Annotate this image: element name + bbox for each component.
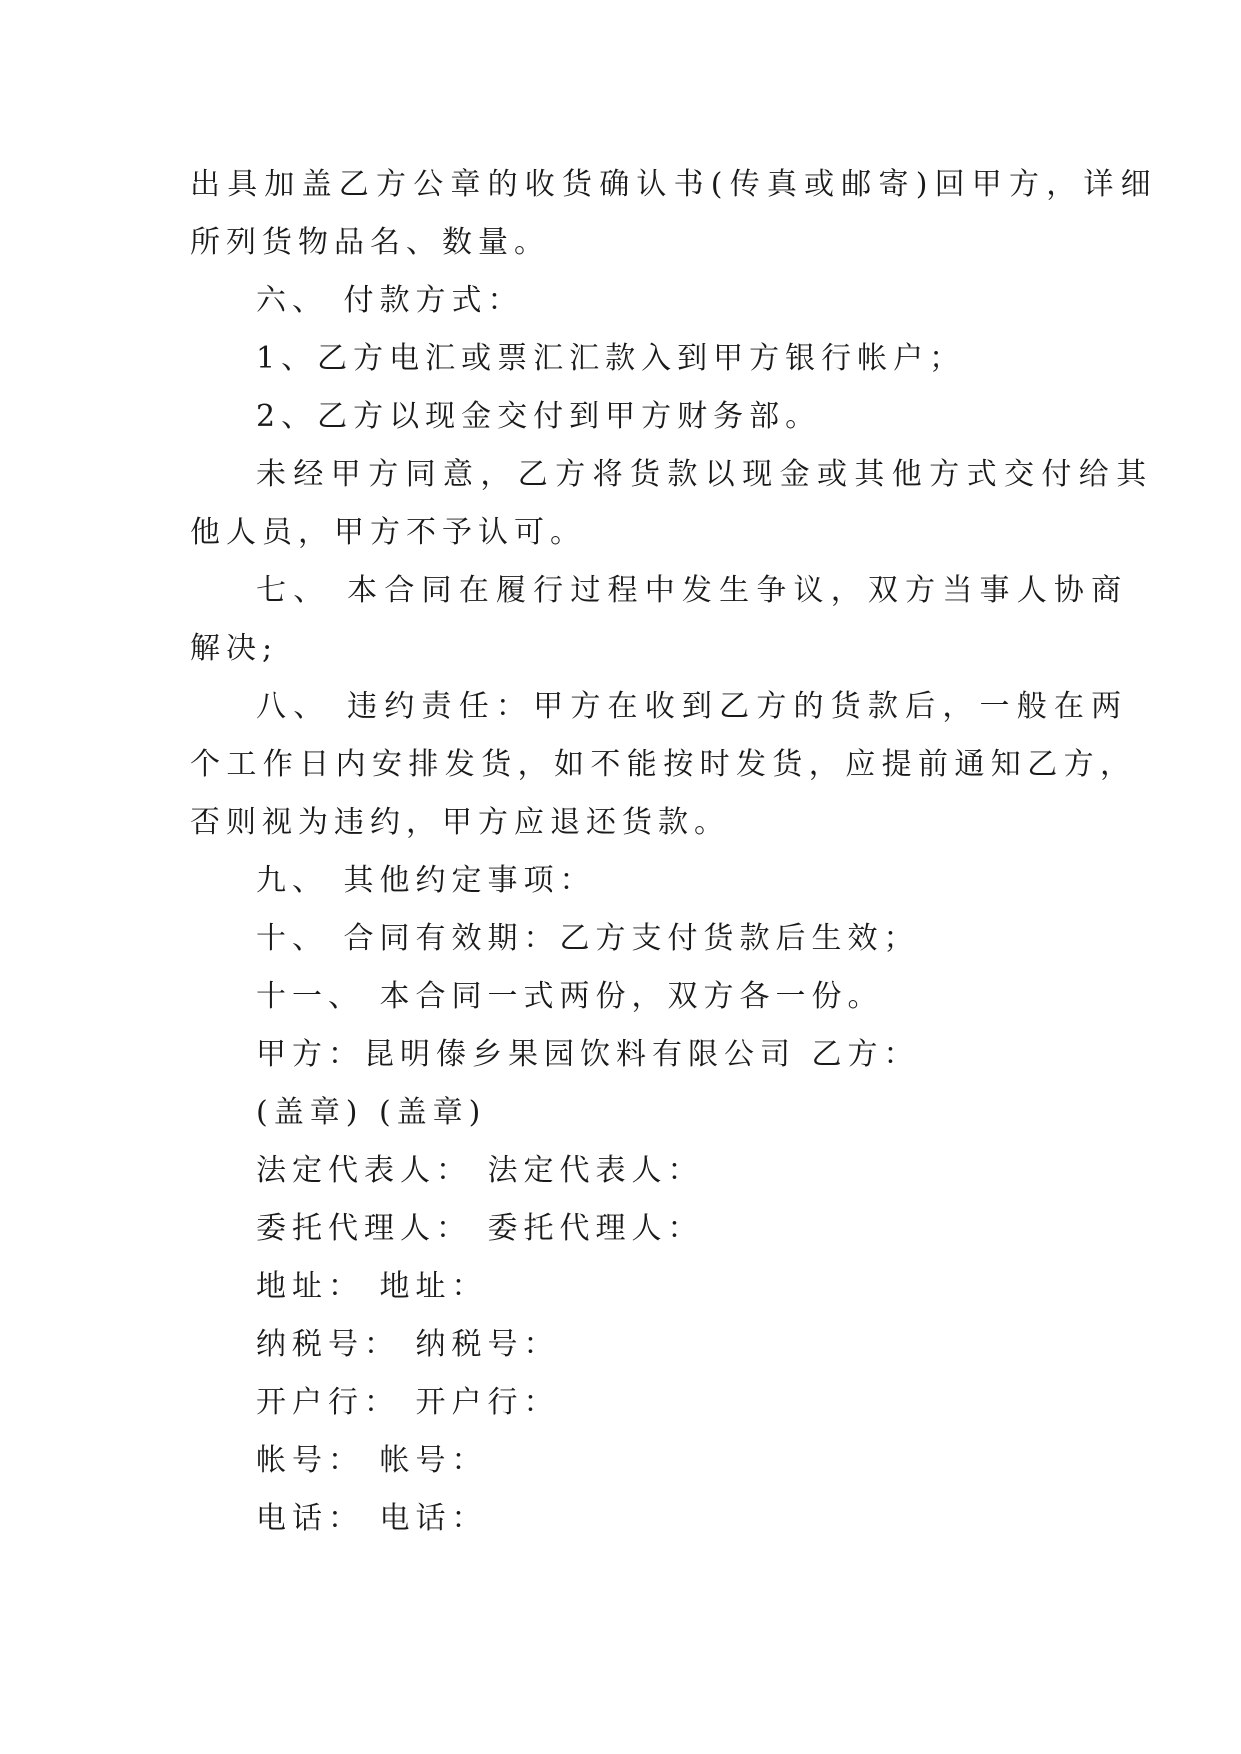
signature-address: 地址： 地址： (256, 1269, 488, 1304)
signature-agent: 委托代理人： 委托代理人： (256, 1211, 704, 1246)
body-text-line: 所列货物品名、数量。 (190, 225, 550, 260)
section-heading-payment: 六、 付款方式： (256, 283, 524, 318)
body-text-line: 否则视为违约，甲方应退还货款。 (190, 805, 730, 840)
payment-item: 2、乙方以现金交付到甲方财务部。 (256, 399, 822, 434)
body-text-line: 个工作日内安排发货，如不能按时发货，应提前通知乙方， (190, 747, 1137, 782)
body-text-line: 解决; (190, 631, 279, 666)
signature-bank: 开户行： 开户行： (256, 1385, 560, 1420)
clause-validity: 十、 合同有效期：乙方支付货款后生效； (256, 921, 920, 956)
clause-liability: 八、 违约责任：甲方在收到乙方的货款后，一般在两 (256, 689, 1129, 724)
clause-dispute: 七、 本合同在履行过程中发生争议，双方当事人协商 (256, 573, 1129, 608)
signature-phone: 电话： 电话： (256, 1501, 488, 1536)
body-text-line: 出具加盖乙方公章的收货确认书(传真或邮寄)回甲方，详细 (190, 167, 1158, 202)
clause-copies: 十一、 本合同一式两份，双方各一份。 (256, 979, 884, 1014)
signature-account: 帐号： 帐号： (256, 1443, 488, 1478)
clause-other: 九、 其他约定事项： (256, 863, 596, 898)
body-text-line: 他人员，甲方不予认可。 (190, 515, 586, 550)
signature-tax-number: 纳税号： 纳税号： (256, 1327, 560, 1362)
signature-legal-rep: 法定代表人： 法定代表人： (256, 1153, 704, 1188)
payment-item: 1、乙方电汇或票汇汇款入到甲方银行帐户； (256, 341, 966, 376)
signature-parties: 甲方：昆明傣乡果园饮料有限公司 乙方： (256, 1037, 920, 1072)
body-text-line: 未经甲方同意，乙方将货款以现金或其他方式交付给其 (256, 457, 1154, 492)
signature-seal: (盖章) (盖章) (256, 1095, 487, 1130)
